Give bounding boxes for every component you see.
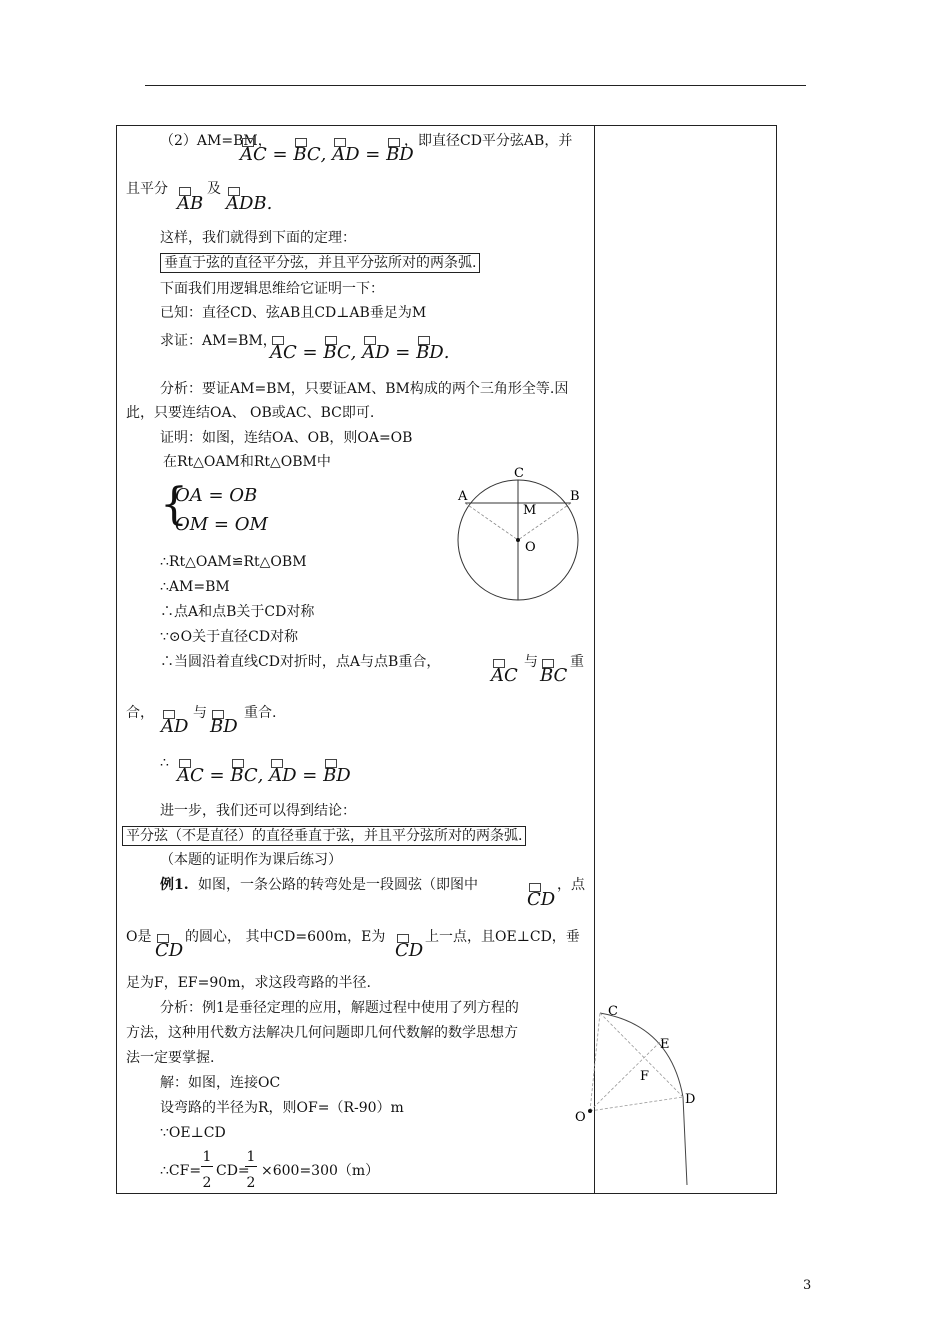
label-M: M — [523, 503, 537, 518]
text-line: 重合. — [244, 705, 277, 721]
text-line: 法一定要掌握. — [126, 1050, 215, 1066]
road-arc-figure — [570, 995, 730, 1190]
math-arc: CD — [527, 889, 556, 910]
label-C: C — [514, 466, 524, 481]
text-line: O是 — [126, 929, 152, 945]
math-arc: BD — [210, 716, 238, 737]
math-arc-equation: AC = BC, AD = BD — [240, 144, 414, 165]
text-line: 与 — [193, 705, 207, 721]
text-line: CD= — [216, 1163, 250, 1179]
fraction-denominator: 2 — [246, 1175, 256, 1191]
text-line: 足为F，EF=90m，求这段弯路的半径. — [126, 975, 371, 991]
text-line: ∵⊙O关于直径CD对称 — [160, 629, 299, 645]
text-line: 解：如图，连接OC — [160, 1075, 281, 1091]
text-line: 设弯路的半径为R，则OF=（R-90）m — [160, 1100, 404, 1116]
text-line: 证明：如图，连结OA、OB，则OA=OB — [160, 430, 413, 446]
text-line: ∴CF= — [160, 1163, 202, 1179]
label-B: B — [570, 489, 580, 504]
header-rule — [145, 85, 806, 86]
page-number: 3 — [803, 1278, 812, 1293]
text-line: ×600=300（m） — [261, 1163, 380, 1179]
text-line: （2）AM=BM， — [160, 133, 272, 149]
text-line: ∴当圆沿着直线CD对折时，点A与点B重合， — [160, 654, 441, 670]
text-line: 如图，一条公路的转弯处是一段圆弦（即图中 — [198, 877, 478, 893]
label-O: O — [525, 540, 536, 555]
math-arc: CD — [155, 940, 184, 961]
text-line: 分析：要证AM=BM，只要证AM、BM构成的两个三角形全等.因 — [160, 381, 569, 397]
text-line: 这样，我们就得到下面的定理： — [160, 230, 356, 246]
math-arc-equation: AC = BC, AD = BD. — [270, 342, 450, 363]
text-line: 分析：例1是垂径定理的应用，解题过程中使用了列方程的 — [160, 1000, 519, 1016]
equation: OM = OM — [175, 514, 268, 535]
label-A: A — [458, 489, 468, 504]
theorem-box: 平分弦（不是直径）的直径垂直于弦，并且平分弦所对的两条弧. — [122, 826, 526, 846]
fraction-numerator: 1 — [202, 1149, 212, 1165]
text-line: 合， — [126, 705, 154, 721]
example-label: 例1. — [160, 877, 189, 893]
text-line: ∴AM=BM — [160, 579, 230, 595]
text-line: ，即直径CD平分弦AB，并 — [404, 133, 573, 149]
label-E: E — [660, 1037, 670, 1052]
fraction-denominator: 2 — [202, 1175, 212, 1191]
math-arc: AC — [491, 665, 518, 686]
fraction-numerator: 1 — [246, 1149, 256, 1165]
text-line: 及 — [207, 181, 221, 197]
text-line: 在Rt△OAM和Rt△OBM中 — [163, 454, 331, 470]
text-line: ∴Rt△OAM≌Rt△OBM — [160, 554, 307, 570]
math-arc-equation: AC = BC, AD = BD — [177, 765, 351, 786]
system-brace: { — [160, 479, 188, 530]
text-line: 重 — [570, 654, 584, 670]
label-F: F — [640, 1069, 650, 1084]
text-line: ∴点A和点B关于CD对称 — [160, 604, 315, 620]
math-arc: AD — [161, 716, 189, 737]
text-line: 进一步，我们还可以得到结论： — [160, 803, 356, 819]
text-line: ，点 — [557, 877, 585, 893]
text-line: 已知：直径CD、弦AB且CD⊥AB垂足为M — [160, 305, 427, 321]
label-O: O — [575, 1110, 586, 1125]
text-line: 与 — [524, 654, 538, 670]
equation: OA = OB — [175, 485, 258, 506]
text-line: 此，只要连结OA、 OB或AC、BC即可. — [126, 405, 375, 421]
math-arc: AB — [177, 193, 204, 214]
text-line: 且平分 — [126, 181, 168, 197]
circle-figure — [450, 460, 590, 610]
theorem-box: 垂直于弦的直径平分弦，并且平分弦所对的两条弧. — [160, 253, 480, 273]
text-line: 的圆心， 其中CD=600m，E为 — [185, 929, 386, 945]
text-line: （本题的证明作为课后练习） — [160, 852, 342, 868]
label-D: D — [685, 1092, 696, 1107]
math-arc: BC — [540, 665, 568, 686]
text-line: ∵OE⊥CD — [160, 1125, 226, 1141]
math-arc: ADB. — [226, 193, 273, 214]
math-arc: CD — [395, 940, 424, 961]
text-line: 方法，这种用代数方法解决几何问题即几何代数解的数学思想方 — [126, 1025, 518, 1041]
text-line: 下面我们用逻辑思维给它证明一下： — [160, 281, 384, 297]
label-C: C — [608, 1004, 618, 1019]
text-line: 上一点，且OE⊥CD，垂 — [425, 929, 580, 945]
text-line: ∴ — [160, 755, 169, 771]
text-line: 求证：AM=BM， — [160, 333, 277, 349]
